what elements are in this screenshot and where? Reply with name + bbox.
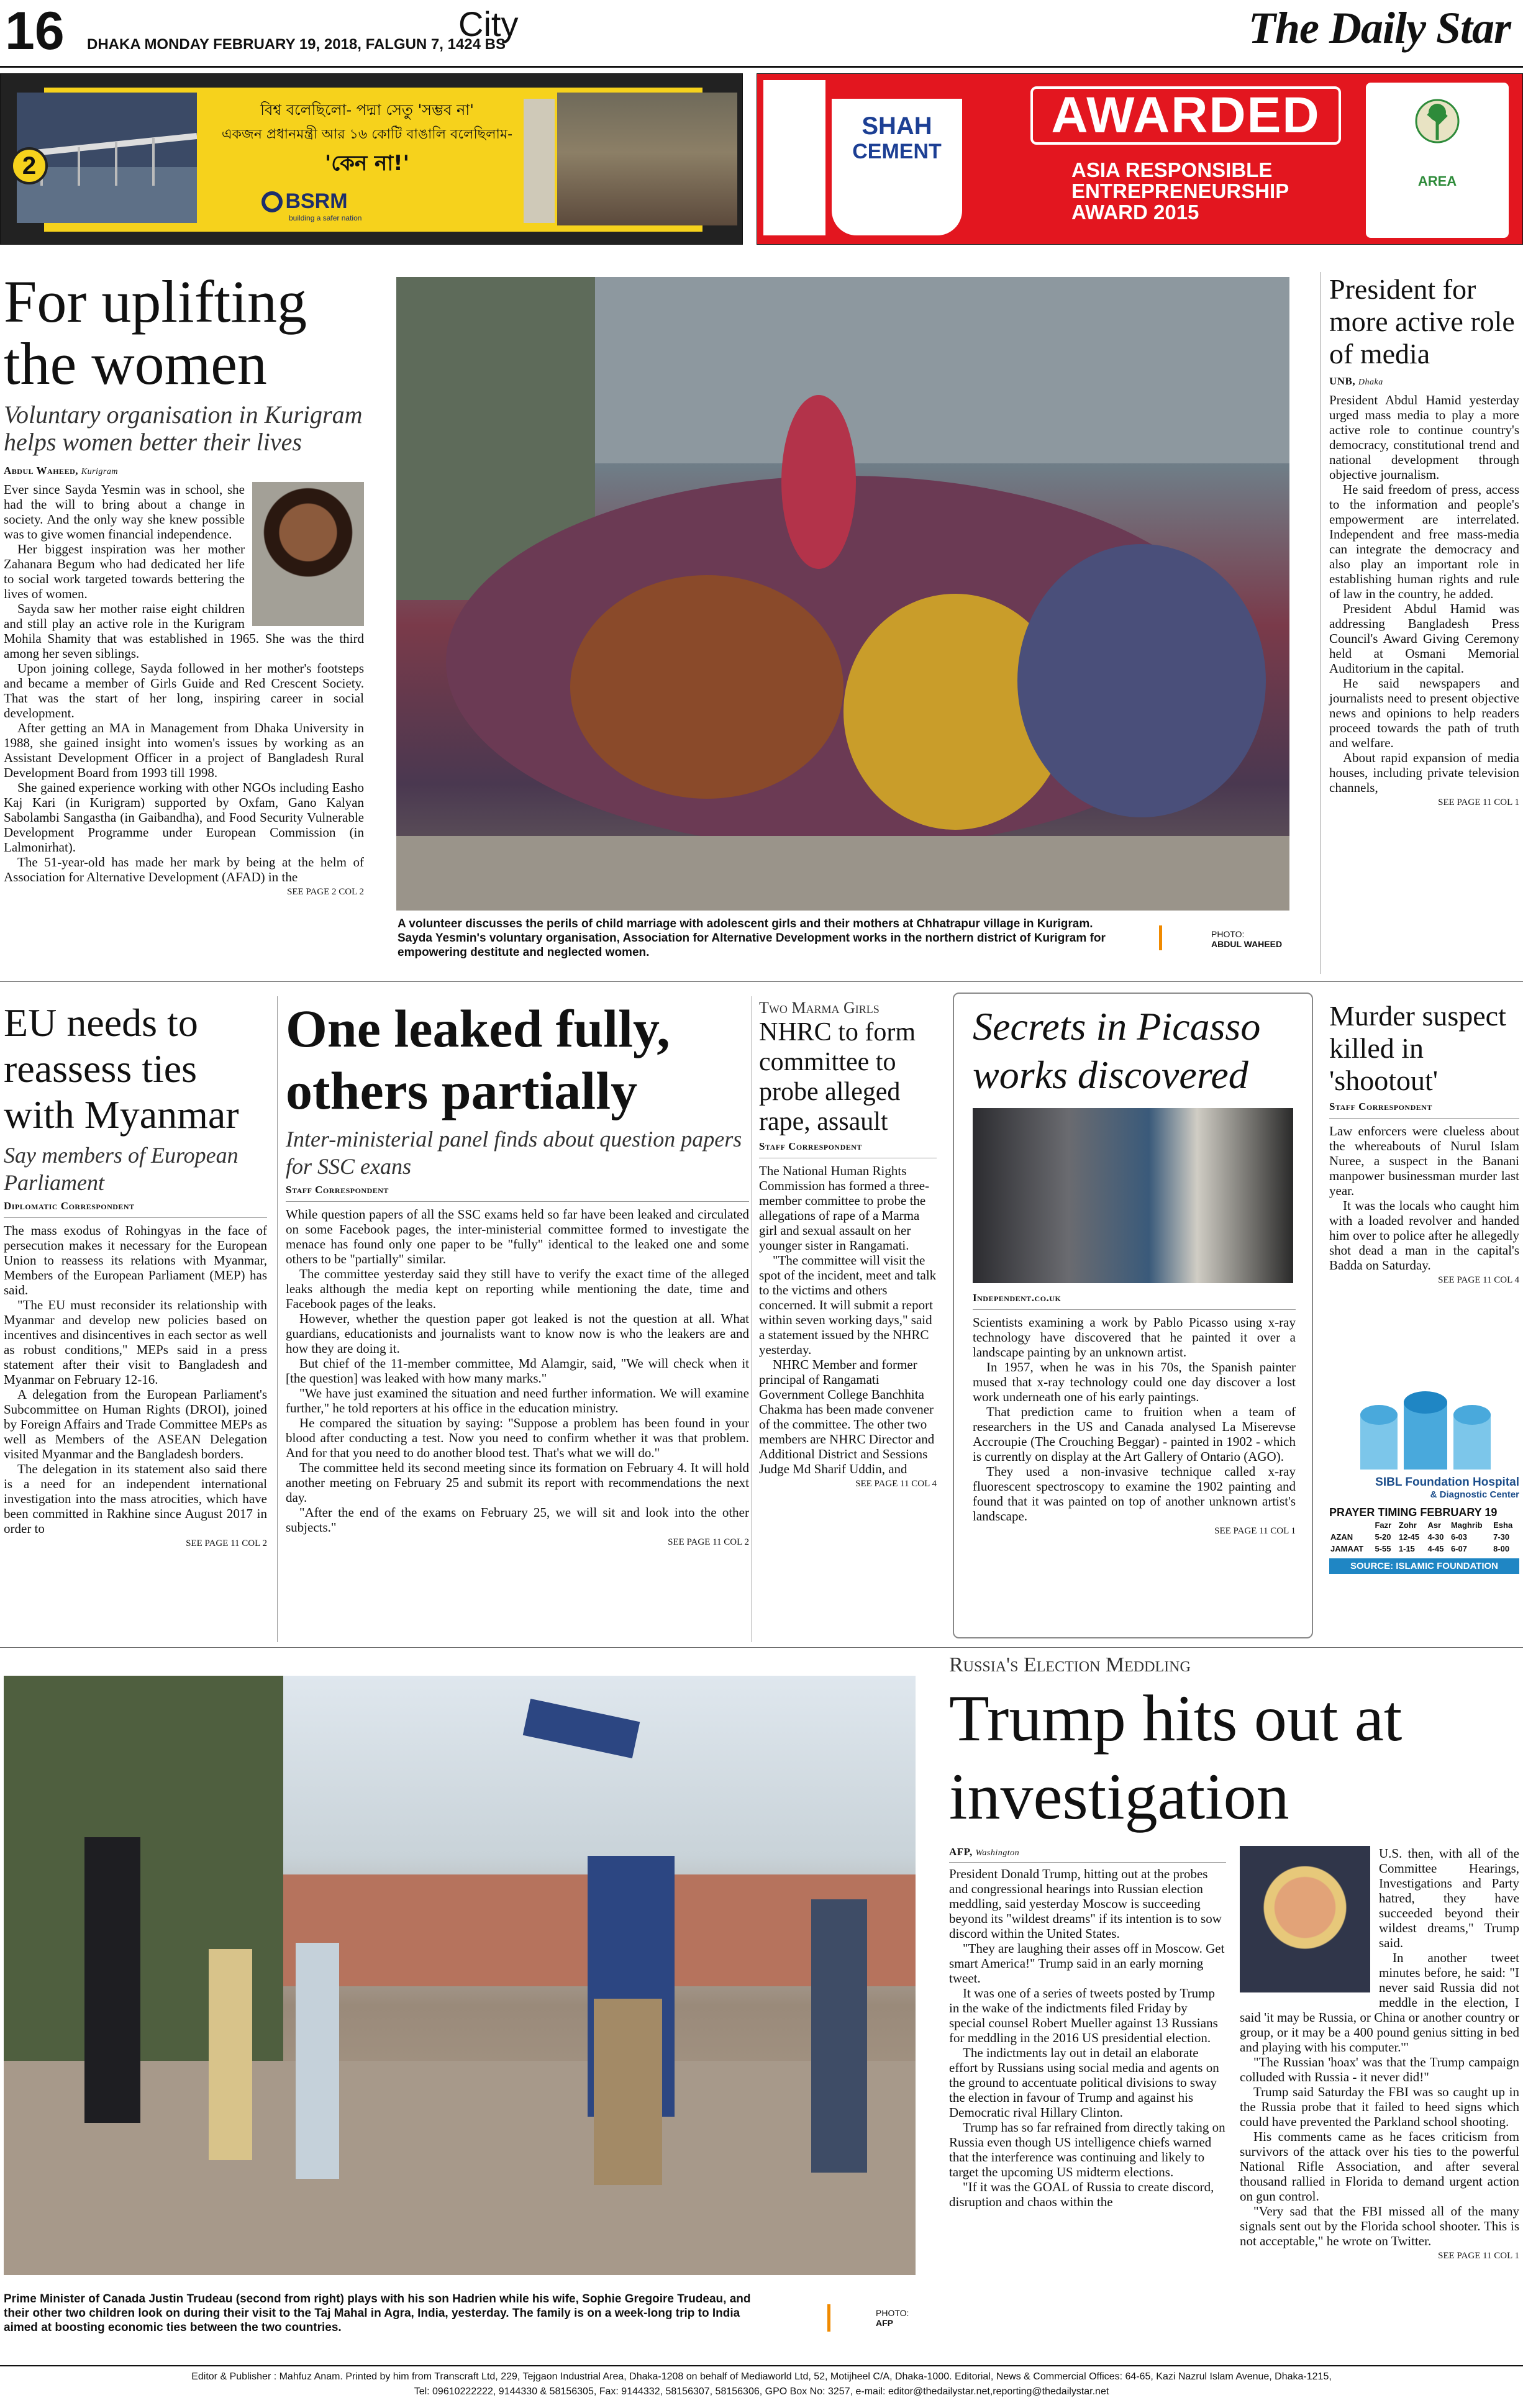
- prayer-timing-box: [1329, 1389, 1519, 1637]
- marma-see-page[interactable]: SEE PAGE 11 COL 4: [855, 1479, 937, 1489]
- award-text: [1071, 160, 1289, 223]
- page-number: 16: [5, 1, 65, 61]
- trump-paragraph: His comments came as he faces criticism from survivors of the attack over his ties to the powerful National Rifle Association, and after several thousand rallied in Florida to demand urgent action on gun control.: [1240, 2129, 1519, 2204]
- picasso-photo: [973, 1108, 1293, 1283]
- shah-white-panel: [763, 80, 825, 235]
- section-title: City: [458, 4, 519, 43]
- leak-subhead: Inter-ministerial panel finds about question papers for SSC exans: [286, 1127, 742, 1179]
- leak-paragraph: "We have just examined the situation and need further information. We will examine further," he told reporters at his office in the education ministry.: [286, 1386, 749, 1415]
- eu-paragraph: A delegation from the European Parliament's Subcommittee on Human Rights (DROI), joined by Foreign Affairs and Trade Committee MEPs as well as Members of the ASEAN Delegation visited Myanmar and the Bangladesh borders.: [4, 1387, 267, 1461]
- prayer-row-label: AZAN: [1330, 1532, 1353, 1542]
- eu-paragraph: The delegation in its statement also said there is a need for an independent international investigation into the mass atrocities, which have been committed in Rakhine since August 2017 in order to: [4, 1461, 267, 1536]
- prayer-cell: 5-55: [1375, 1544, 1391, 1553]
- eu-paragraph: "The EU must reconsider its relationship with Myanmar and develop new policies based on incentives and disincentives in each sector as well as robust conditions," MEPs said in a press statement after their visit to Bangladesh and Myanmar on February 12-16.: [4, 1297, 267, 1387]
- murder-headline: Murder suspect killed in 'shootout': [1329, 1000, 1506, 1096]
- shah-brand: [832, 112, 962, 163]
- picasso-paragraph: That prediction came to fruition when a team of researchers in the US and Canada analysed La Miserevse Accroupie (The Crouching Beggar) - painted in 1902 - which is currently on display at the Art Gallery of Ontario (AGO).: [973, 1404, 1296, 1464]
- picasso-source: Independent.co.uk: [973, 1292, 1062, 1304]
- byline-rule: [1329, 1118, 1519, 1119]
- prayer-cell: 4-30: [1427, 1532, 1444, 1542]
- trump-column-2: [1240, 1846, 1519, 2261]
- prayer-cell: 12-45: [1398, 1532, 1420, 1542]
- lead-byline-name: Abdul Waheed,: [4, 465, 78, 476]
- byline-rule: [4, 1217, 267, 1218]
- president-paragraph: President Abdul Hamid was addressing Bangladesh Press Council's Award Giving Ceremony held at Osmani Memorial Auditorium in the capital.: [1329, 601, 1519, 676]
- trump-paragraph: "Very sad that the FBI missed all of the many signals sent out by the Florida school shooter. This is not acceptable," he wrote on Twitter.: [1240, 2204, 1519, 2248]
- president-byline-name: UNB,: [1329, 375, 1356, 387]
- award-text-1: ASIA RESPONSIBLE: [1071, 158, 1273, 181]
- marma-kicker: Two Marma Girls: [759, 999, 880, 1017]
- bsrm-headline-3: 'কেন না!': [324, 151, 410, 176]
- lead-paragraph: Ever since Sayda Yesmin was in school, she had the will to bring about a change in society. And the only way she knew possible was to give women financial independence.: [4, 482, 245, 542]
- bsrm-ad[interactable]: [0, 73, 743, 245]
- prayer-cell: 5-20: [1375, 1532, 1391, 1542]
- lead-subhead: Voluntary organisation in Kurigram helps women better their lives: [4, 401, 363, 456]
- eu-subhead: Say members of European Parliament: [4, 1143, 239, 1195]
- paper-logo: The Daily Star: [1248, 3, 1511, 53]
- award-text-3: AWARD 2015: [1071, 201, 1199, 224]
- bsrm-logo-icon: [261, 191, 283, 212]
- sayda-portrait: [252, 482, 364, 626]
- lead-see-page[interactable]: SEE PAGE 2 COL 2: [287, 887, 364, 897]
- president-see-page[interactable]: SEE PAGE 11 COL 1: [1438, 797, 1519, 807]
- trump-portrait: [1240, 1846, 1370, 1992]
- prayer-row: [1329, 1531, 1519, 1543]
- trump-headline: Trump hits out at investigation: [949, 1682, 1403, 1833]
- main-photo-credit-name: ABDUL WAHEED: [1211, 939, 1283, 949]
- footer-rule: [0, 2365, 1523, 2366]
- marma-paragraph: NHRC Member and former principal of Rangamati Government College Banchhita Chakma has been made convener of the committee. The other two members are NHRC Director and Additional District and Sessions Judge Md Sharif Uddin, and: [759, 1357, 935, 1476]
- leak-story: [286, 997, 749, 1548]
- hospital-icon: [1329, 1389, 1519, 1476]
- marma-paragraph: The National Human Rights Commission has formed a three-member committee to probe the allegations of rape of a Marma girl and sexual assault on her younger sister in Rangamati.: [759, 1163, 930, 1253]
- bsrm-headline-2: একজন প্রধানমন্ত্রী আর ১৬ কোটি বাঙালি বলেছিলাম-: [221, 127, 513, 142]
- awarded-headline: AWARDED: [1030, 86, 1341, 145]
- murder-paragraph: It was the locals who caught him with a loaded revolver and handed him over to police after he allegedly shot dead a man in the capital's Badda on Saturday.: [1329, 1198, 1519, 1273]
- main-photo-credit: [1211, 929, 1282, 949]
- picasso-paragraph: Scientists examining a work by Pablo Picasso using x-ray technology have discovered that he painted it over a landscape painting by an unknown artist.: [973, 1315, 1296, 1360]
- trudeau-photo-scene: [4, 1676, 916, 2275]
- trump-byline-place: Washington: [975, 1848, 1020, 1858]
- trump-byline-name: AFP,: [949, 1846, 973, 1858]
- trudeau-credit: [876, 2308, 909, 2328]
- byline-rule: [949, 1862, 1226, 1863]
- lead-story: [4, 268, 364, 966]
- picasso-paragraph: They used a non-invasive technique called x-ray fluorescent spectroscopy to examine the 1902 painting and found that it was painted on top of another unknown artist's landscape.: [973, 1464, 1296, 1524]
- masthead: [0, 0, 1523, 67]
- eu-see-page[interactable]: SEE PAGE 11 COL 2: [186, 1538, 267, 1548]
- lead-paragraph: Her biggest inspiration was her mother Zahanara Begum who had dedicated her life to social work targeted towards bettering the lives of women.: [4, 542, 245, 601]
- prayer-cell: 6-03: [1450, 1532, 1467, 1542]
- leak-see-page[interactable]: SEE PAGE 11 COL 2: [668, 1537, 749, 1547]
- leak-paragraph: The committee yesterday said they still have to verify the exact time of the alleged leaks although the media kept on reporting while mentioning the date, time and Facebook pages of the leaks.: [286, 1266, 749, 1311]
- hospital-name: [1329, 1476, 1519, 1500]
- president-byline-place: Dhaka: [1358, 378, 1383, 387]
- eu-headline: EU needs to reassess ties with Myanmar: [4, 1001, 239, 1137]
- leak-headline: One leaked fully, others partially: [286, 999, 670, 1120]
- trump-story: [949, 1653, 1519, 2261]
- trump-paragraph: It was one of a series of tweets posted by Trump in the wake of the indictments filed Friday by special counsel Robert Mueller against 13 Russians for meddling in the 2016 US presidential election.: [949, 1986, 1218, 2045]
- shah-brand-line1: SHAH: [862, 112, 932, 140]
- president-paragraph: About rapid expansion of media houses, including private television channels,: [1329, 750, 1519, 795]
- murder-body: [1329, 1124, 1519, 1273]
- leak-paragraph: But chief of the 11-member committee, Md Alamgir, said, "We will check when it [the question] was leaked with how many marks.": [286, 1356, 749, 1386]
- leak-byline: Staff Correspondent: [286, 1184, 389, 1196]
- lead-paragraph: Sayda saw her mother raise eight children and still play an active role in the Kurigram Mohila Shamity that was established in 1965. She was the third among her seven siblings.: [4, 601, 364, 661]
- footer-imprint: Editor & Publisher : Mahfuz Anam. Printed by him from Transcraft Ltd, 229, Tejgaon Industrial Area, Dhaka-1208 on behalf of Mediaworld Ltd, 52, Motijheel C/A, Dhaka-1000. Editorial, News & Commercial Offices: 64-65, Kazi Nazrul Islam Avenue, Dhaka-1215,: [191, 2371, 1332, 2382]
- picasso-see-page[interactable]: SEE PAGE 11 COL 1: [1214, 1526, 1296, 1536]
- trump-paragraph: U.S. then, with all of the Committee Hearings, Investigations and Party hatred, they have succeeded beyond their wildest dreams," Trump said.: [1379, 1846, 1519, 1950]
- prayer-header: Maghrib: [1450, 1520, 1483, 1530]
- area-logo-text: AREA: [1417, 173, 1457, 189]
- main-photo-caption: A volunteer discusses the perils of child marriage with adolescent girls and their mothers at Chhatrapur village in Kurigram. Sayda Yesmin's voluntary organisation, Association for Alternative Development works in the northern district of Kurigram for empowering destitute and neglected women.: [398, 917, 1106, 959]
- trump-paragraph: "They are laughing their asses off in Moscow. Get smart America!" Trump said in an early morning tweet.: [949, 1941, 1225, 1986]
- prayer-source: SOURCE: ISLAMIC FOUNDATION: [1329, 1558, 1519, 1574]
- column-rule: [277, 996, 278, 1642]
- president-paragraph: He said freedom of press, access to the information and people's empowerment are interrelated. Independent and free mass-media can integrate the democracy and also play an important role in establishing human rights and rule of law in the country, he added.: [1329, 482, 1519, 601]
- bsrm-logo: [261, 189, 411, 224]
- trump-kicker: Russia's Election Meddling: [949, 1653, 1191, 1676]
- eu-paragraph: The mass exodus of Rohingyas in the face of persecution makes it necessary for the European Union to reassess its relations with Myanmar, Members of the European Parliament (MEP) has said.: [4, 1223, 267, 1297]
- trudeau-credit-label: PHOTO:: [876, 2308, 909, 2318]
- prayer-title: PRAYER TIMING FEBRUARY 19: [1329, 1506, 1498, 1519]
- trump-paragraph: President Donald Trump, hitting out at the probes and congressional hearings into Russian election meddling, said yesterday Moscow is succeeding beyond its "wildest dreams" if its intention is to sow discord within the United States.: [949, 1866, 1222, 1941]
- trump-column-1: [949, 1846, 1226, 2261]
- leak-paragraph: While question papers of all the SSC exams held so far have been leaked and circulated on some Facebook pages, the inter-ministerial committee formed to investigate the menace has found only one paper to be "fully" identical to the leaked one and some others to be "partially" similar.: [286, 1207, 749, 1266]
- leak-paragraph: The committee held its second meeting since its formation on February 4. It will hold another meeting on February 25 and submit its report with recommendations the next day.: [286, 1460, 749, 1505]
- bsrm-headline-1: বিশ্ব বলেছিলো- পদ্মা সেতু 'সম্ভব না': [260, 101, 474, 119]
- prayer-cell: 7-30: [1493, 1532, 1510, 1542]
- eu-body: [4, 1223, 267, 1536]
- lead-byline: [4, 465, 364, 477]
- bsrm-badge: 2: [11, 147, 48, 184]
- leak-paragraph: "After the end of the exams on February 25, we will sit and look into the other subjects.": [286, 1505, 749, 1535]
- prayer-cell: 1-15: [1398, 1544, 1415, 1553]
- lead-headline: For uplifting the women: [4, 268, 307, 397]
- president-body: [1329, 393, 1519, 795]
- section-rule: [0, 981, 1523, 982]
- bsrm-ad-screen: [524, 99, 555, 223]
- eu-story: [4, 1000, 267, 1549]
- picasso-paragraph: In 1957, when he was in his 70s, the Spanish painter mused that x-ray technology could one day discover a lost work underneath one of his early paintings.: [973, 1360, 1296, 1404]
- president-byline: [1329, 375, 1519, 388]
- marma-headline: NHRC to form committee to probe alleged rape, assault: [759, 1018, 916, 1136]
- leak-paragraph: However, whether the question paper got leaked is not the question at all. What guardians, educationists and journalists want to know now is who the leakers are and how they are doing it.: [286, 1311, 749, 1356]
- prayer-header: Zohr: [1398, 1520, 1417, 1530]
- marma-byline: Staff Correspondent: [759, 1140, 862, 1152]
- prayer-header: Esha: [1493, 1520, 1513, 1530]
- trump-see-page[interactable]: SEE PAGE 11 COL 1: [1438, 2251, 1519, 2261]
- trump-columns: [949, 1846, 1519, 2261]
- award-text-2: ENTREPRENEURSHIP: [1071, 179, 1289, 202]
- marma-story: [759, 999, 937, 1489]
- bsrm-tagline: building a safer nation: [289, 214, 362, 222]
- caption-marker: [827, 2304, 830, 2332]
- prayer-cell: 8-00: [1493, 1544, 1510, 1553]
- trump-paragraph: The indictments lay out in detail an elaborate effort by Russians using social media and agents on the ground to accentuate political divisions to sway the election in favour of Trump and against his Democratic rival Hillary Clinton.: [949, 2045, 1219, 2120]
- byline-rule: [973, 1309, 1296, 1310]
- dateline: DHAKA MONDAY FEBRUARY 19, 2018, FALGUN 7, 1424 BS: [87, 36, 506, 53]
- lead-paragraph: She gained experience working with other NGOs including Easho Kaj Kari (in Kurigram) supported by Oxfam, Gano Kalyan Sabolambi Sangastha (in Gaibandha), and Food Security Vulnerable Development Programme under European Commission (in Lalmonirhat).: [4, 780, 364, 855]
- prayer-header: Asr: [1427, 1520, 1442, 1530]
- president-headline: President for more active role of media: [1329, 273, 1515, 370]
- trump-paragraph: Trump said Saturday the FBI was so caught up in the Russia probe that it failed to heed signs which could have prevented the Parkland school shooting.: [1240, 2084, 1519, 2129]
- trump-paragraph: "If it was the GOAL of Russia to create discord, disruption and chaos within the: [949, 2179, 1214, 2209]
- trudeau-photo: [4, 1676, 916, 2275]
- caption-marker: [1159, 925, 1162, 950]
- marma-body: [759, 1163, 937, 1476]
- trump-body-1: [949, 1866, 1226, 2209]
- trudeau-caption: Prime Minister of Canada Justin Trudeau (second from right) plays with his son Hadrien while his wife, Sophie Gregoire Trudeau, and their other two children look on during their visit to the Taj Mahal in Agra, India, yesterday. The family is on a week-long trip to India aimed at boosting economic ties between the two countries.: [4, 2292, 751, 2334]
- area-tree-icon: [1409, 96, 1465, 171]
- main-photo-credit-label: PHOTO:: [1211, 929, 1245, 939]
- leak-body: [286, 1207, 749, 1535]
- trump-byline: [949, 1846, 1226, 1858]
- murder-byline: Staff Correspondent: [1329, 1101, 1432, 1112]
- main-photo-scene: [396, 277, 1289, 911]
- masthead-rule: [0, 66, 1523, 68]
- hospital-name-line2: & Diagnostic Center: [1430, 1489, 1519, 1500]
- trump-paragraph: In another tweet minutes before, he said: "I never said Russia did not meddle in the election, I said 'it may be Russia, or China or another country or group, or it may be a 400 pound genius sitting in bed and playing with his computer.'": [1240, 1950, 1519, 2055]
- murder-paragraph: Law enforcers were clueless about the whereabouts of Nurul Islam Nuree, a suspect in the Banani manpower businessman murder last year.: [1329, 1124, 1519, 1198]
- lead-paragraph: Upon joining college, Sayda followed in her mother's footsteps and became a member of Girls Guide and Red Crescent Society. That was the start of her long, inspiring career in social development.: [4, 661, 364, 720]
- shah-brand-line2: CEMENT: [852, 140, 942, 163]
- picasso-story: [973, 1002, 1296, 1537]
- hospital-name-line1: SIBL Foundation Hospital: [1375, 1476, 1519, 1489]
- byline-rule: [286, 1201, 749, 1202]
- bsrm-logo-text: BSRM: [285, 189, 348, 213]
- president-paragraph: President Abdul Hamid yesterday urged mass media to play a more active role to continue country's democracy, constitutional trend and national development through objective journalism.: [1329, 393, 1519, 482]
- lead-byline-place: Kurigram: [81, 467, 118, 476]
- prayer-row: [1329, 1543, 1519, 1555]
- marma-paragraph: "The committee will visit the spot of the incident, meet and talk to the victims and others concerned. It will submit a report within seven working days," said a statement issued by the NHRC yesterday.: [759, 1253, 937, 1357]
- section-rule: [0, 1647, 1523, 1648]
- trump-paragraph: "The Russian 'hoax' was that the Trump campaign colluded with Russia - it never did!": [1240, 2055, 1519, 2084]
- lead-paragraph: The 51-year-old has made her mark by being at the helm of Association for Alternative Development (AFAD) in the: [4, 855, 364, 884]
- prayer-header: Fazr: [1375, 1520, 1392, 1530]
- lead-paragraph: After getting an MA in Management from Dhaka University in 1988, she gained insight into women's issues by working as an Assistant Development Officer in a project of Bangladesh Rural Development Board from 1993 till 1998.: [4, 720, 364, 780]
- prayer-row-label: JAMAAT: [1330, 1544, 1364, 1553]
- president-paragraph: He said newspapers and journalists need to present objective news and opinions to help readers proceed towards the path of truth and welfare.: [1329, 676, 1519, 750]
- bsrm-ad-photo: [557, 93, 737, 225]
- trump-paragraph: Trump has so far refrained from directly taking on Russia even though US intelligence chiefs warned that the interference was continuing and likely to target the upcoming US midterm elections.: [949, 2120, 1225, 2179]
- murder-see-page[interactable]: SEE PAGE 11 COL 4: [1438, 1275, 1519, 1285]
- prayer-cell: 6-07: [1450, 1544, 1467, 1553]
- president-story: [1329, 273, 1519, 808]
- main-photo: [396, 277, 1289, 911]
- picasso-headline: Secrets in Picasso works discovered: [973, 1004, 1261, 1097]
- prayer-table: [1329, 1519, 1519, 1555]
- leak-paragraph: He compared the situation by saying: "Suppose a problem has been found in your blood after conducting a test. Now you need to confirm whether it was that problem. And for that you need to do another blood test. That's what we will do.": [286, 1415, 749, 1460]
- prayer-header-row: [1329, 1519, 1519, 1531]
- picasso-body: [973, 1315, 1296, 1524]
- shah-cement-ad[interactable]: [757, 73, 1523, 245]
- footer-contacts: Tel: 09610222222, 9144330 & 58156305, Fax: 9144332, 58156307, 58156306, GPO Box No: 3257, e-mail: editor@thedailystar.net,reporting@thedailystar.net: [414, 2386, 1109, 2397]
- trudeau-credit-name: AFP: [876, 2318, 893, 2328]
- murder-story: [1329, 1000, 1519, 1286]
- prayer-cell: 4-45: [1427, 1544, 1444, 1553]
- eu-byline: Diplomatic Correspondent: [4, 1200, 135, 1212]
